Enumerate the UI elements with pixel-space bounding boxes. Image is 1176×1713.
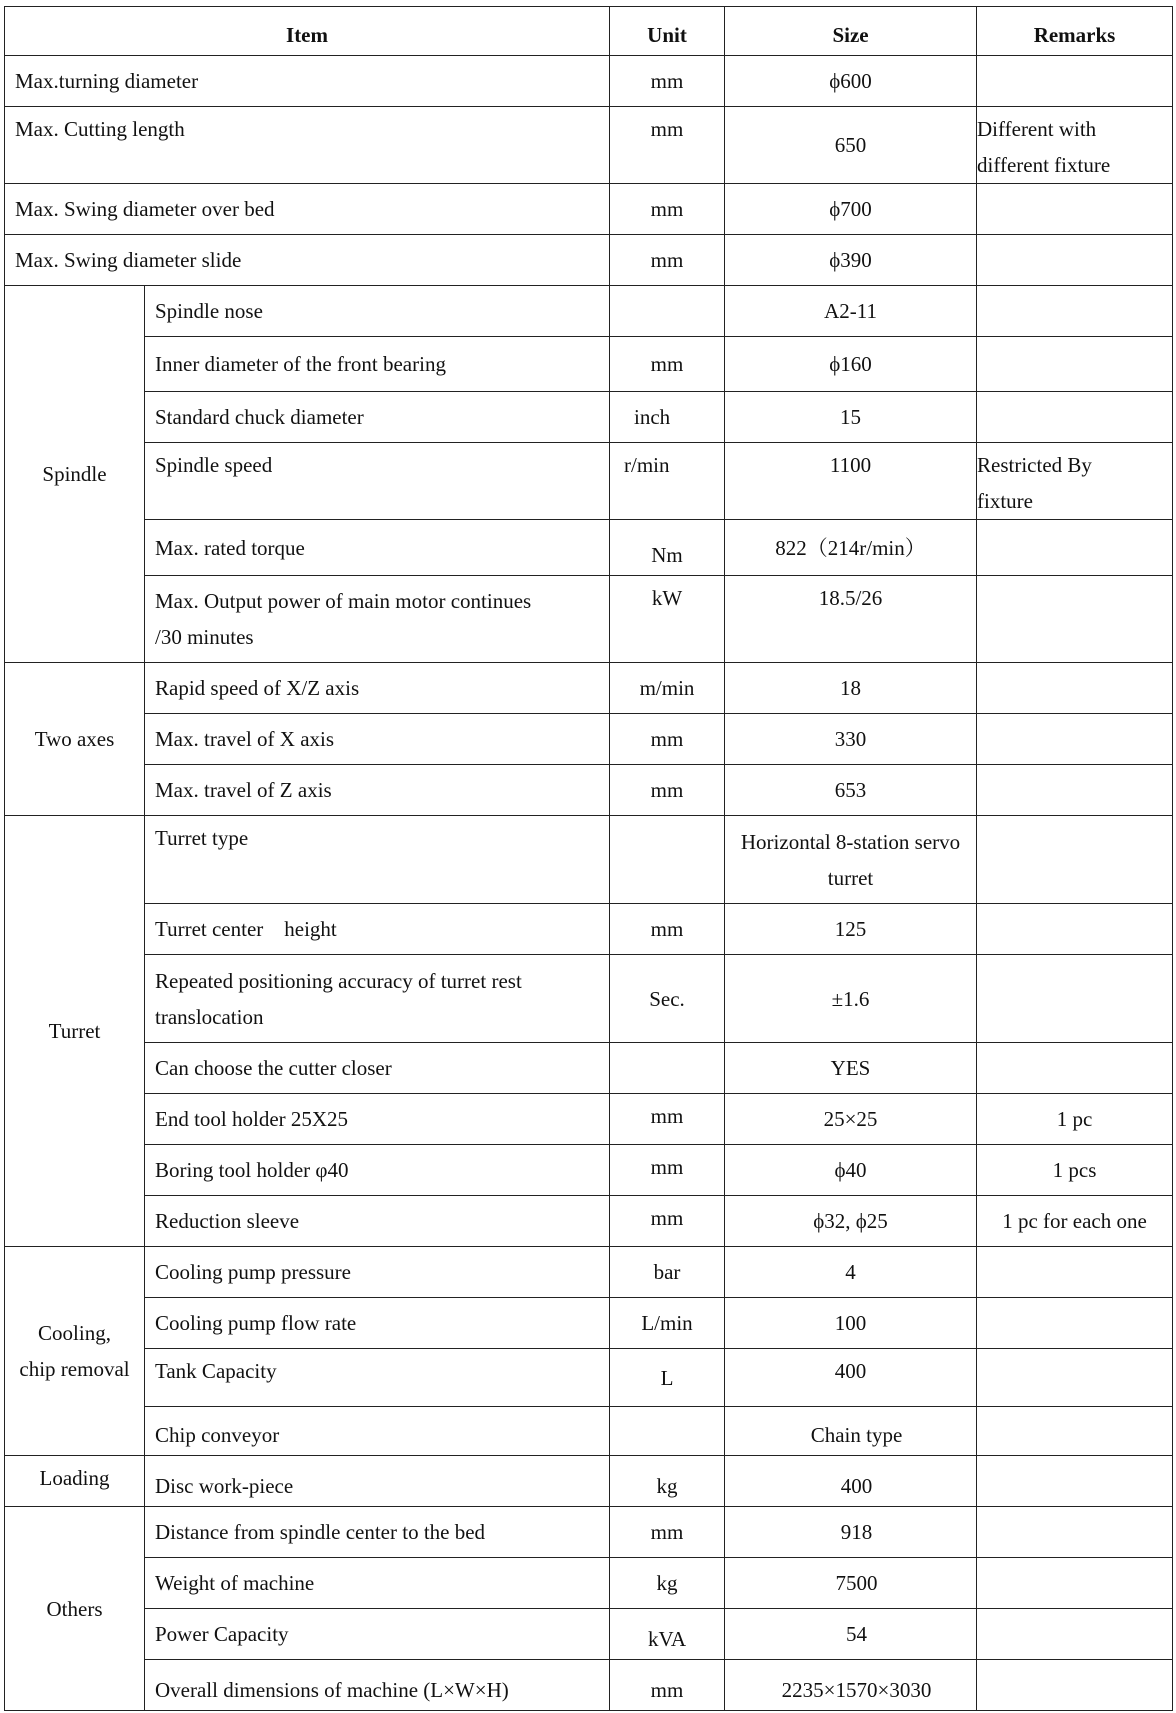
- unit-cell: mm: [610, 714, 725, 765]
- item-cell: [145, 576, 610, 663]
- group-label-spindle: Spindle: [5, 286, 145, 663]
- unit-cell: kg: [610, 1558, 725, 1609]
- item-cell: Disc work-piece: [145, 1456, 610, 1507]
- remarks-cell: [977, 443, 1173, 520]
- header-row: [5, 7, 1173, 56]
- size-cell: 1100: [725, 443, 977, 520]
- unit-cell: mm: [610, 1660, 725, 1711]
- header-unit: Unit: [610, 7, 725, 56]
- header-remarks: Remarks: [977, 7, 1173, 56]
- remarks-cell: [977, 1407, 1173, 1456]
- table-row: [5, 1145, 1173, 1196]
- remarks-cell: 1 pc: [977, 1094, 1173, 1145]
- remarks-cell: 1 pc for each one: [977, 1196, 1173, 1247]
- remarks-cell: [977, 286, 1173, 337]
- table-row: [5, 1298, 1173, 1349]
- table-row: [5, 1043, 1173, 1094]
- item-cell: End tool holder 25X25: [145, 1094, 610, 1145]
- table-row: [5, 184, 1173, 235]
- size-cell: ϕ160: [725, 337, 977, 392]
- remarks-cell: [977, 576, 1173, 663]
- table-row: [5, 1456, 1173, 1507]
- remarks-cell: [977, 56, 1173, 107]
- item-cell: Max. rated torque: [145, 520, 610, 576]
- table-row: [5, 1507, 1173, 1558]
- remarks-cell: [977, 337, 1173, 392]
- unit-cell: Sec.: [610, 955, 725, 1043]
- item-cell: Max. travel of X axis: [145, 714, 610, 765]
- remarks-cell: [977, 1507, 1173, 1558]
- unit-cell: kg: [610, 1456, 725, 1507]
- item-line: Repeated positioning accuracy of turret rest: [155, 968, 522, 993]
- group-label-cooling: [5, 1247, 145, 1456]
- unit-cell: mm: [610, 184, 725, 235]
- table-row: [5, 955, 1173, 1043]
- table-row: [5, 663, 1173, 714]
- table-row: [5, 392, 1173, 443]
- group-label-line: chip removal: [19, 1357, 130, 1381]
- remarks-cell: [977, 816, 1173, 904]
- remarks-cell: [977, 1043, 1173, 1094]
- unit-cell: mm: [610, 337, 725, 392]
- item-cell: Boring tool holder φ40: [145, 1145, 610, 1196]
- unit-cell: inch: [610, 392, 725, 443]
- remarks-cell: [977, 1456, 1173, 1507]
- remarks-cell: [977, 714, 1173, 765]
- table-row: [5, 1558, 1173, 1609]
- remarks-cell: [977, 1349, 1173, 1407]
- table-row: [5, 1349, 1173, 1407]
- table-row: [5, 714, 1173, 765]
- item-cell: Max. Cutting length: [5, 107, 610, 184]
- spec-table-wrapper: [4, 6, 1172, 1711]
- item-cell: Chip conveyor: [145, 1407, 610, 1456]
- table-row: [5, 904, 1173, 955]
- item-cell: Tank Capacity: [145, 1349, 610, 1407]
- remarks-cell: [977, 520, 1173, 576]
- size-cell: 25×25: [725, 1094, 977, 1145]
- unit-cell: m/min: [610, 663, 725, 714]
- table-row: [5, 1609, 1173, 1660]
- remarks-cell: [977, 184, 1173, 235]
- item-cell: Power Capacity: [145, 1609, 610, 1660]
- table-row: [5, 1247, 1173, 1298]
- group-label-loading: Loading: [5, 1456, 145, 1507]
- size-cell: ϕ32, ϕ25: [725, 1196, 977, 1247]
- size-cell: 100: [725, 1298, 977, 1349]
- size-cell: 18.5/26: [725, 576, 977, 663]
- size-cell: 650: [725, 107, 977, 184]
- table-row: [5, 235, 1173, 286]
- size-cell: ϕ600: [725, 56, 977, 107]
- item-cell: Standard chuck diameter: [145, 392, 610, 443]
- item-cell: Can choose the cutter closer: [145, 1043, 610, 1094]
- remarks-line: different fixture: [977, 153, 1111, 177]
- item-cell: Max. travel of Z axis: [145, 765, 610, 816]
- size-cell: 400: [725, 1456, 977, 1507]
- size-cell: 653: [725, 765, 977, 816]
- table-row: [5, 56, 1173, 107]
- group-label-line: Cooling,: [38, 1321, 111, 1345]
- header-size: Size: [725, 7, 977, 56]
- size-cell: ϕ390: [725, 235, 977, 286]
- item-cell: Distance from spindle center to the bed: [145, 1507, 610, 1558]
- size-cell: Chain type: [725, 1407, 977, 1456]
- table-row: [5, 1094, 1173, 1145]
- unit-cell: [610, 1407, 725, 1456]
- item-cell: [145, 955, 610, 1043]
- item-line: translocation: [155, 1004, 264, 1029]
- remarks-cell: [977, 1247, 1173, 1298]
- unit-cell: mm: [610, 1145, 725, 1196]
- unit-cell: [610, 816, 725, 904]
- unit-cell: Nm: [610, 520, 725, 576]
- size-line: turret: [827, 865, 874, 890]
- size-cell: ϕ700: [725, 184, 977, 235]
- unit-cell: mm: [610, 1094, 725, 1145]
- remarks-cell: [977, 1298, 1173, 1349]
- item-cell: Max.turning diameter: [5, 56, 610, 107]
- unit-cell: [610, 286, 725, 337]
- item-cell: Cooling pump flow rate: [145, 1298, 610, 1349]
- remarks-cell: [977, 392, 1173, 443]
- unit-cell: mm: [610, 1507, 725, 1558]
- remarks-cell: [977, 663, 1173, 714]
- remarks-cell: [977, 1558, 1173, 1609]
- item-line: Max. Output power of main motor continues: [155, 589, 532, 613]
- table-row: [5, 816, 1173, 904]
- group-label-two-axes: Two axes: [5, 663, 145, 816]
- remarks-cell: [977, 904, 1173, 955]
- table-row: [5, 765, 1173, 816]
- unit-cell: mm: [610, 1196, 725, 1247]
- item-cell: Max. Swing diameter over bed: [5, 184, 610, 235]
- unit-cell: bar: [610, 1247, 725, 1298]
- size-cell: ϕ40: [725, 1145, 977, 1196]
- remarks-cell: [977, 765, 1173, 816]
- remarks-cell: [977, 955, 1173, 1043]
- table-row: [5, 337, 1173, 392]
- header-item: Item: [5, 7, 610, 56]
- table-row: [5, 443, 1173, 520]
- size-cell: 918: [725, 1507, 977, 1558]
- size-line: Horizontal 8-station servo: [740, 829, 961, 854]
- group-label-others: Others: [5, 1507, 145, 1711]
- table-row: [5, 576, 1173, 663]
- item-cell: Spindle nose: [145, 286, 610, 337]
- unit-cell: mm: [610, 107, 725, 184]
- size-cell: 15: [725, 392, 977, 443]
- group-label-turret: Turret: [5, 816, 145, 1247]
- item-line: /30 minutes: [155, 625, 254, 649]
- remarks-line: Restricted By: [977, 453, 1092, 477]
- item-cell: Overall dimensions of machine (L×W×H): [145, 1660, 610, 1711]
- unit-cell: kW: [610, 576, 725, 663]
- remarks-cell: [977, 107, 1173, 184]
- unit-cell: mm: [610, 56, 725, 107]
- item-cell: Spindle speed: [145, 443, 610, 520]
- size-cell: ±1.6: [725, 955, 977, 1043]
- unit-cell: mm: [610, 765, 725, 816]
- size-cell: 4: [725, 1247, 977, 1298]
- size-cell: 400: [725, 1349, 977, 1407]
- item-cell: Turret type: [145, 816, 610, 904]
- unit-cell: r/min: [610, 443, 725, 520]
- size-cell: 54: [725, 1609, 977, 1660]
- table-row: [5, 1660, 1173, 1711]
- item-cell: Reduction sleeve: [145, 1196, 610, 1247]
- unit-cell: kVA: [610, 1609, 725, 1660]
- size-cell: 18: [725, 663, 977, 714]
- size-cell: 822（214r/min）: [725, 520, 977, 576]
- remarks-line: Different with: [977, 117, 1097, 141]
- size-cell: 125: [725, 904, 977, 955]
- unit-cell: mm: [610, 904, 725, 955]
- table-row: [5, 286, 1173, 337]
- unit-cell: L: [610, 1349, 725, 1407]
- table-row: [5, 1196, 1173, 1247]
- table-row: [5, 1407, 1173, 1456]
- remarks-cell: [977, 1609, 1173, 1660]
- size-cell: [725, 816, 977, 904]
- spec-table: [4, 6, 1173, 1711]
- remarks-line: fixture: [977, 489, 1033, 513]
- table-row: [5, 107, 1173, 184]
- table-row: [5, 520, 1173, 576]
- item-cell: Inner diameter of the front bearing: [145, 337, 610, 392]
- remarks-cell: 1 pcs: [977, 1145, 1173, 1196]
- size-cell: 330: [725, 714, 977, 765]
- item-cell: Cooling pump pressure: [145, 1247, 610, 1298]
- remarks-cell: [977, 235, 1173, 286]
- item-cell: Turret center height: [145, 904, 610, 955]
- unit-cell: L/min: [610, 1298, 725, 1349]
- item-cell: Rapid speed of X/Z axis: [145, 663, 610, 714]
- item-cell: Weight of machine: [145, 1558, 610, 1609]
- unit-cell: [610, 1043, 725, 1094]
- item-cell: Max. Swing diameter slide: [5, 235, 610, 286]
- unit-cell: mm: [610, 235, 725, 286]
- size-cell: YES: [725, 1043, 977, 1094]
- size-cell: 7500: [725, 1558, 977, 1609]
- size-cell: A2-11: [725, 286, 977, 337]
- size-cell: 2235×1570×3030: [725, 1660, 977, 1711]
- remarks-cell: [977, 1660, 1173, 1711]
